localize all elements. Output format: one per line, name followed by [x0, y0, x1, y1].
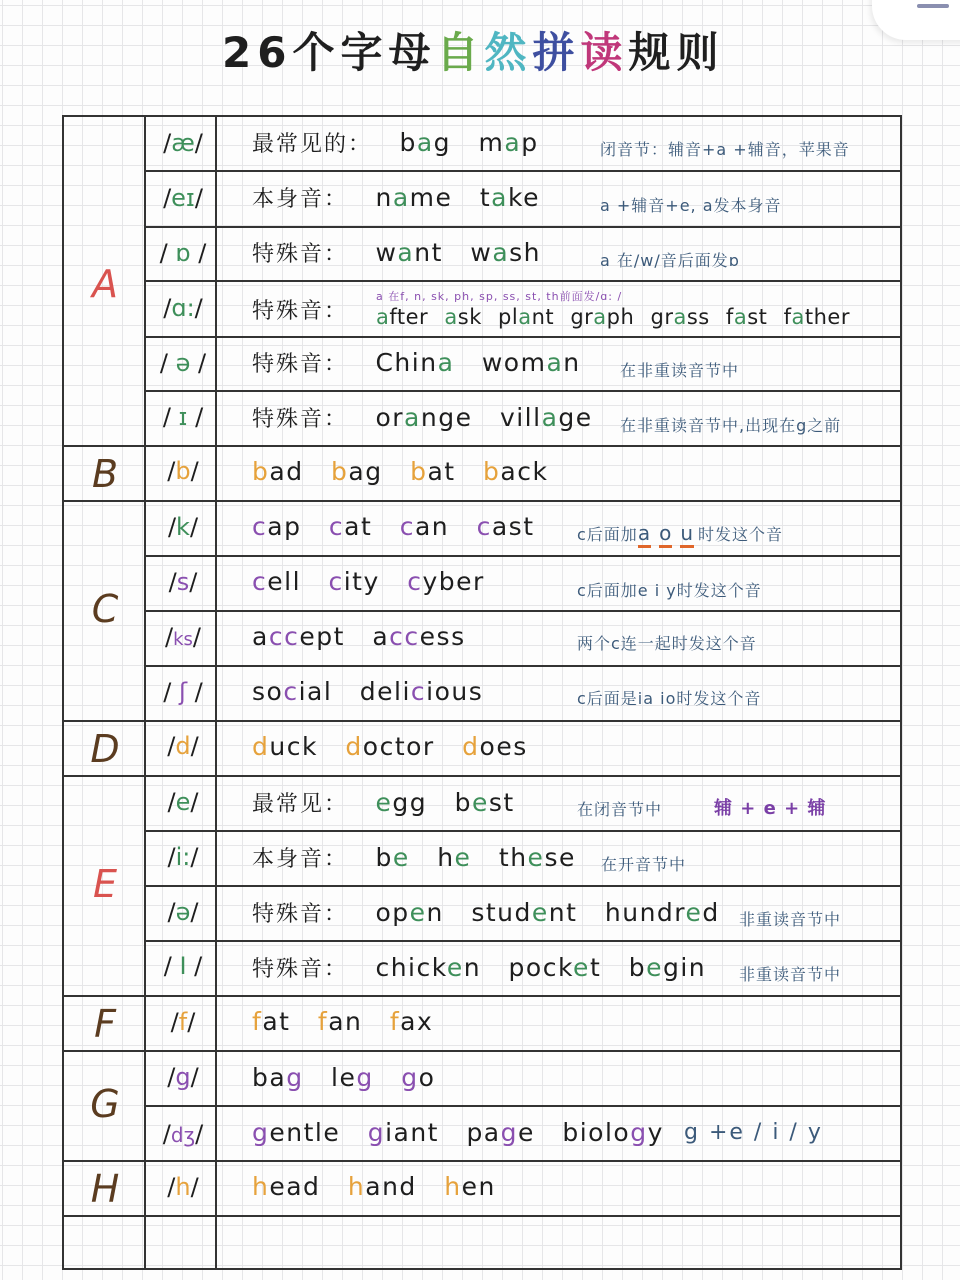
row-divider — [144, 390, 900, 392]
word-open: open — [375, 898, 444, 927]
letter-b: B — [91, 452, 119, 496]
row-content-h — [252, 1172, 890, 1201]
row-divider — [144, 1105, 900, 1107]
title-seg-1: 26个字母 — [222, 28, 437, 77]
letter-d: D — [90, 727, 120, 771]
word-grass: grass — [650, 305, 710, 329]
row-label: 特殊音： — [252, 242, 349, 267]
letter-h: H — [90, 1167, 120, 1211]
note-sh: c后面是ia io时发这个音 — [577, 689, 762, 708]
letter-divider — [64, 775, 900, 777]
row-divider — [144, 940, 900, 942]
word-social: social — [252, 677, 333, 706]
row-label: 特殊音： — [252, 957, 349, 982]
word-best: best — [454, 788, 515, 817]
row-divider — [144, 280, 900, 282]
title-seg-4: 拼 — [532, 28, 581, 77]
word-access: access — [372, 622, 466, 651]
row-label: 特殊音： — [252, 407, 349, 432]
ipa-s: /s/ — [168, 568, 198, 596]
note-s: c后面加e i y时发这个音 — [577, 581, 762, 600]
letter-divider — [64, 995, 900, 997]
word-fat: fat — [252, 1007, 291, 1036]
word-delicious: delicious — [359, 677, 484, 706]
title-seg-3: 然 — [484, 28, 533, 77]
page-title — [222, 20, 725, 77]
word-chicken: chicken — [375, 953, 482, 982]
ipa-i-short-e: / I / — [163, 952, 203, 980]
word-egg: egg — [375, 788, 428, 817]
menu-dash-icon[interactable] — [917, 4, 949, 8]
note-dz: g +e / i / y — [684, 1120, 823, 1145]
row-divider — [144, 170, 900, 172]
ipa-ks: /ks/ — [165, 623, 201, 651]
word-go: go — [401, 1063, 436, 1092]
row-label: 本身音： — [252, 847, 349, 872]
row-divider — [144, 885, 900, 887]
letter-f: F — [94, 1002, 116, 1046]
note-o: a 在/w/音后面发ɒ — [600, 251, 740, 270]
note-i-short-e: 非重读音节中 — [739, 965, 842, 984]
title-seg-2: 自 — [436, 28, 485, 77]
ipa-ei: /eɪ/ — [163, 184, 203, 212]
row-label: 特殊音： — [252, 299, 349, 324]
ipa-schwa: / ə / — [159, 349, 207, 377]
word-biology: biology — [562, 1118, 664, 1147]
note-e: 在闭音节中 — [577, 800, 663, 819]
note-schwa: 在非重读音节中 — [620, 361, 740, 380]
title-seg-5: 读 — [580, 28, 629, 77]
word-hen: hen — [444, 1172, 496, 1201]
word-student: student — [471, 898, 578, 927]
word-name: name — [375, 183, 453, 212]
ipa-e: /e/ — [167, 788, 199, 816]
row-content-f — [252, 1007, 890, 1036]
row-content-o — [252, 237, 890, 268]
letter-c: C — [91, 587, 119, 631]
word-city: city — [328, 567, 380, 596]
note-a-long: a 在f, n, sk, ph, sp, ss, st, th前面发/ɑ: / — [376, 290, 623, 303]
letter-divider — [64, 1160, 900, 1162]
ipa-o-short: / ɒ / — [159, 239, 207, 267]
ipa-sh: / ʃ / — [163, 678, 203, 706]
row-words-a-long — [376, 305, 890, 329]
word-cell: cell — [252, 567, 302, 596]
row-label: 特殊音： — [252, 902, 349, 927]
word-plant: plant — [498, 305, 555, 329]
word-graph: graph — [570, 305, 635, 329]
word-take: take — [479, 183, 540, 212]
word-woman: woman — [481, 348, 581, 377]
note-i-long: 在开音节中 — [601, 855, 687, 874]
word-bad: bad — [252, 457, 304, 486]
word-these: these — [498, 843, 576, 872]
row-content-g — [252, 1063, 890, 1092]
row-content-sh — [252, 677, 890, 706]
ipa-i-long: /i:/ — [167, 843, 199, 871]
letter-divider — [64, 500, 900, 502]
letter-divider — [64, 445, 900, 447]
word-hand: hand — [347, 1172, 417, 1201]
note-ae: 闭音节：辅音+a +辅音，苹果音 — [600, 140, 850, 159]
word-accept: accept — [252, 622, 345, 651]
row-content-ks — [252, 622, 890, 651]
word-be: be — [375, 843, 410, 872]
word-want: want — [375, 238, 443, 267]
word-pocket: pocket — [508, 953, 602, 982]
word-hundred: hundred — [604, 898, 720, 927]
note-schwa-e: 非重读音节中 — [739, 910, 842, 929]
ipa-dz: /dʒ/ — [162, 1120, 204, 1148]
word-fax: fax — [389, 1007, 434, 1036]
ipa-h: /h/ — [167, 1173, 199, 1201]
letter-divider — [64, 1215, 900, 1217]
row-divider — [144, 610, 900, 612]
row-label: 特殊音： — [252, 352, 349, 377]
note-k: c后面加a o u 时发这个音 — [577, 521, 783, 545]
row-content-b — [252, 457, 890, 486]
ipa-g: /g/ — [167, 1063, 199, 1091]
ipa-i-short: / ɪ / — [162, 403, 204, 431]
row-content-i-long — [252, 842, 890, 873]
word-bag: bag — [331, 457, 383, 486]
row-label: 本身音： — [252, 187, 349, 212]
ipa-b: /b/ — [167, 457, 199, 485]
row-divider — [144, 830, 900, 832]
ipa-schwa-e: /ə/ — [167, 898, 199, 926]
row-divider — [144, 336, 900, 338]
phonics-table — [62, 115, 902, 1270]
word-village: village — [499, 403, 593, 432]
row-content-d — [252, 732, 890, 761]
word-bag: bag — [252, 1063, 304, 1092]
letter-a: A — [92, 262, 118, 306]
word-leg: leg — [331, 1063, 374, 1092]
ipa-k: /k/ — [167, 513, 199, 541]
word-head: head — [252, 1172, 321, 1201]
word-map: map — [478, 128, 539, 157]
word-wash: wash — [470, 238, 542, 267]
letter-divider — [64, 720, 900, 722]
row-divider — [144, 665, 900, 667]
word-giant: giant — [367, 1118, 439, 1147]
row-content-ei — [252, 182, 890, 213]
word-page: page — [466, 1118, 535, 1147]
ipa-a-long: /ɑ:/ — [163, 294, 203, 322]
ipa-d: /d/ — [167, 732, 199, 760]
corner-card — [872, 0, 960, 40]
word-bat: bat — [410, 457, 456, 486]
word-cat: cat — [328, 512, 373, 541]
word-gentle: gentle — [252, 1118, 341, 1147]
word-duck: duck — [252, 732, 318, 761]
row-label: 最常见的： — [252, 132, 373, 157]
note-ks: 两个c连一起时发这个音 — [577, 634, 757, 653]
word-bag: bag — [399, 128, 452, 157]
word-can: can — [399, 512, 450, 541]
word-cap: cap — [252, 512, 302, 541]
word-he: he — [437, 843, 472, 872]
letter-e: E — [92, 862, 117, 906]
row-label: 最常见： — [252, 792, 349, 817]
word-father: father — [783, 305, 850, 329]
word-does: does — [462, 732, 528, 761]
word-ask: ask — [444, 305, 482, 329]
word-orange: orange — [375, 403, 473, 432]
row-content-s — [252, 567, 890, 596]
title-seg-6: 规则 — [628, 28, 725, 77]
word-back: back — [483, 457, 549, 486]
word-fan: fan — [317, 1007, 363, 1036]
ipa-f: /f/ — [170, 1008, 196, 1036]
note-e-pattern: 辅 + e + 辅 — [714, 798, 827, 819]
word-begin: begin — [628, 953, 707, 982]
row-divider — [144, 555, 900, 557]
word-after: after — [376, 305, 429, 329]
word-china: China — [375, 348, 455, 377]
word-cast: cast — [476, 512, 535, 541]
note-i-short: 在非重读音节中,出现在g之前 — [620, 416, 842, 435]
row-content-schwa — [252, 347, 890, 378]
word-fast: fast — [725, 305, 768, 329]
ipa-ae: /æ/ — [163, 129, 203, 157]
word-cyber: cyber — [407, 567, 485, 596]
letter-g: G — [90, 1082, 120, 1126]
note-ei: a +辅音+e, a发本身音 — [600, 196, 782, 215]
word-doctor: doctor — [345, 732, 435, 761]
letter-divider — [64, 1050, 900, 1052]
row-divider — [144, 226, 900, 228]
row-content-k — [252, 512, 890, 541]
